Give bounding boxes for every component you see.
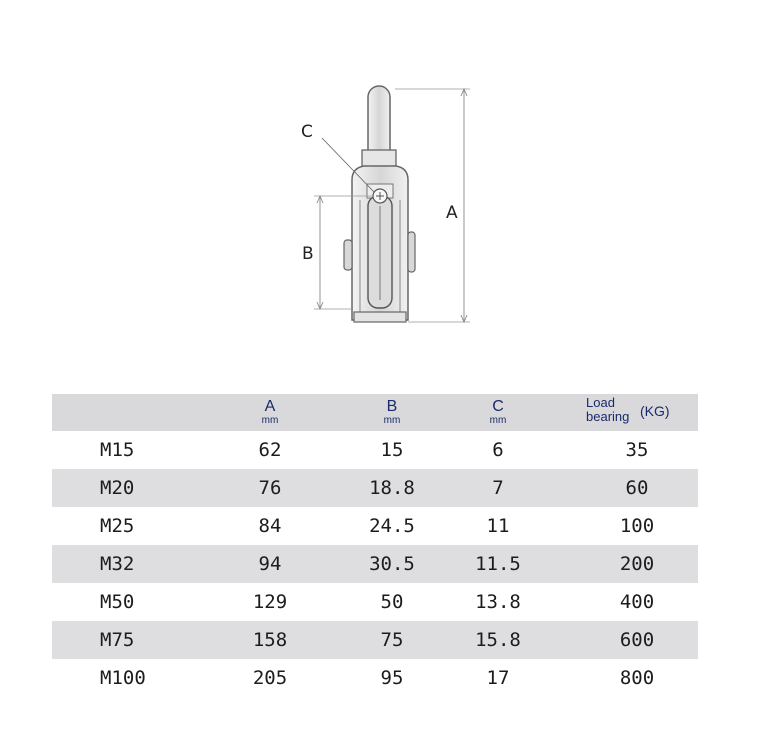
label-c: C (301, 122, 313, 142)
table-row: M25 84 24.5 11 100 (100, 515, 655, 537)
table-row: M20 76 18.8 7 60 (52, 469, 698, 507)
table-row: M100 205 95 17 800 (100, 667, 655, 689)
header-load-bearing: Load bearing (KG) (586, 395, 670, 424)
label-b: B (302, 244, 314, 264)
swivel-eye (362, 86, 396, 168)
header-a: A mm (261, 398, 279, 426)
header-c: C mm (489, 398, 507, 426)
label-a: A (446, 203, 458, 223)
table-row: M32 94 30.5 11.5 200 (52, 545, 698, 583)
spec-table (52, 394, 698, 697)
table-row: M50 129 50 13.8 400 (100, 591, 655, 613)
table-row: M15 62 15 6 35 (100, 439, 649, 461)
table-header (52, 394, 698, 431)
header-b: B mm (383, 398, 401, 426)
table-row: M75 158 75 15.8 600 (52, 621, 698, 659)
